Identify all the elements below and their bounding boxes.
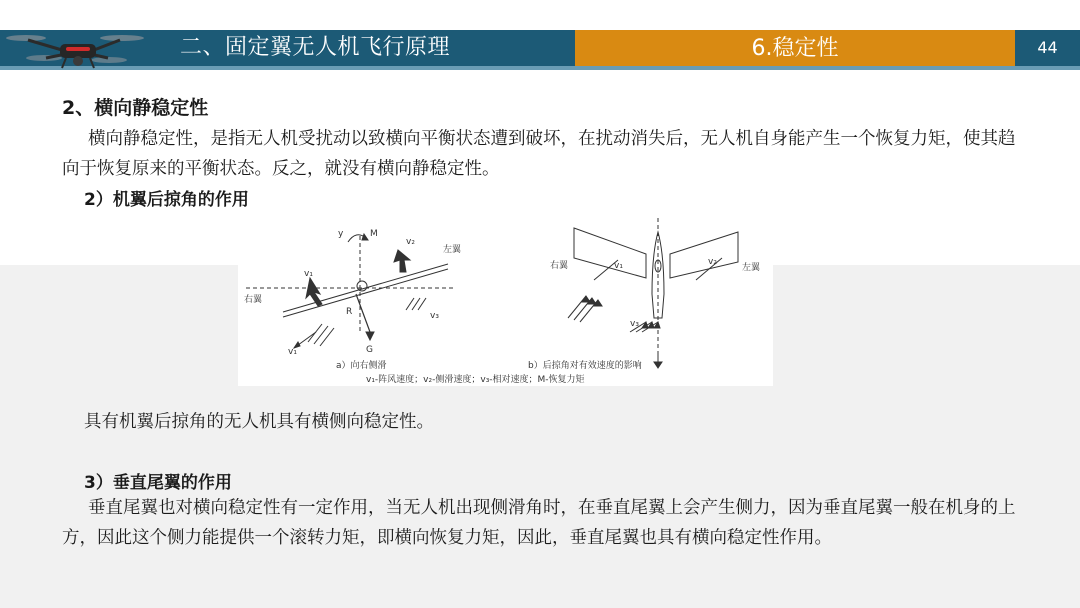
diagram-a: [246, 234, 453, 348]
label-v3-b: v₃: [630, 319, 639, 329]
label-moment: M: [370, 229, 378, 239]
label-right-wing-a: 右翼: [244, 295, 263, 305]
label-v1-a: v₁: [304, 269, 313, 279]
label-v1-b-a: v₁: [288, 347, 297, 357]
definition-paragraph: [62, 124, 1022, 184]
label-gravity: G: [366, 345, 373, 355]
diagram-b: [568, 218, 738, 368]
header-underline: [0, 66, 1080, 70]
caption-a: a）向右侧滑: [336, 361, 387, 371]
drone-icon: [4, 28, 154, 72]
label-left-wing-b: 左翼: [742, 263, 761, 273]
subsection-3-title: 3）垂直尾翼的作用: [84, 473, 232, 493]
label-left-wing-a: 左翼: [443, 245, 462, 255]
header-title: 二、固定翼无人机飞行原理: [180, 35, 451, 60]
subsection-3-paragraph: [62, 493, 1022, 553]
figure-legend: v₁-阵风速度；v₂-侧滑速度；v₃-相对速度；M-恢复力矩: [366, 375, 585, 385]
caption-b: b）后掠角对有效速度的影响: [528, 361, 642, 371]
definition-text: 横向静稳定性，是指无人机受扰动以致横向平衡状态遭到破坏，在扰动消失后，无人机自身能产生一个恢复力矩，使其趋向于恢复原来的平衡状态。反之，就没有横向静稳定性。: [62, 129, 1016, 179]
label-right-wing-b: 右翼: [550, 261, 569, 271]
section-heading: 2、横向静稳定性: [62, 97, 209, 119]
wing-sweep-diagram: [238, 214, 773, 386]
label-v2-b: v₂: [708, 257, 717, 267]
wing-sweep-figure: [238, 214, 773, 386]
subsection-2-title: 2）机翼后掠角的作用: [84, 190, 249, 210]
label-y-axis: y: [338, 229, 344, 239]
label-v2-a: v₂: [406, 237, 415, 247]
subsection-3-text: 垂直尾翼也对横向稳定性有一定作用，当无人机出现侧滑角时，在垂直尾翼上会产生侧力，因为垂直尾翼一般在机身的上方，因此这个侧力能提供一个滚转力矩，即横向恢复力矩，因此，垂直尾翼也具有横向稳定性作用。: [62, 498, 1016, 548]
label-v3-a: v₃: [430, 311, 439, 321]
header-section-title: 6.稳定性: [751, 36, 839, 61]
subsection-2-text: 具有机翼后掠角的无人机具有横侧向稳定性。: [84, 412, 434, 432]
top-margin: [0, 0, 1080, 30]
page-number: 44: [1037, 38, 1058, 57]
label-r: R: [346, 307, 353, 317]
label-v1-b: v₁: [614, 261, 623, 271]
